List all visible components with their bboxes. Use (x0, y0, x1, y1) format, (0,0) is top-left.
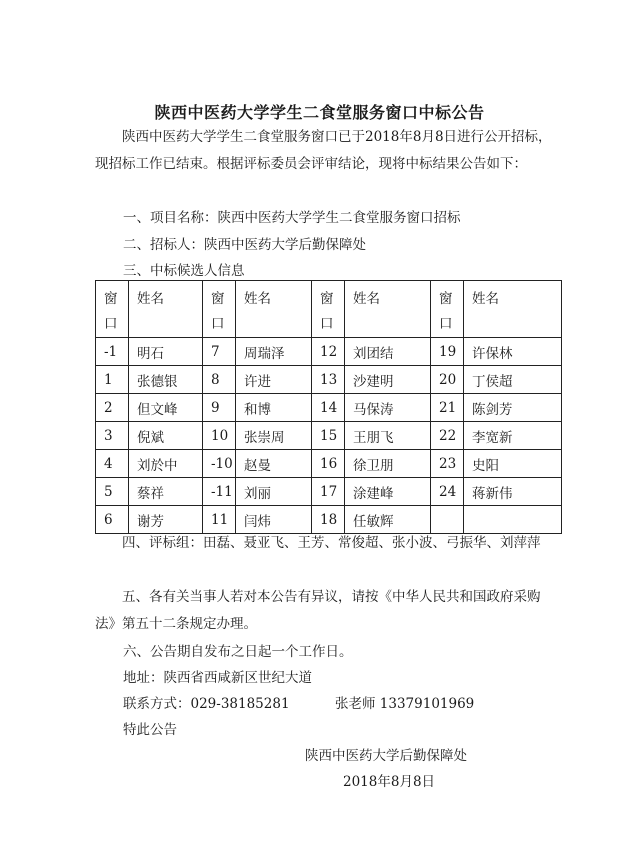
candidate-name-cell: 周瑞泽 (236, 338, 312, 366)
window-number-cell: 24 (431, 478, 464, 506)
window-number-cell: 18 (312, 506, 345, 534)
window-number-cell: -11 (203, 478, 236, 506)
table-row (96, 422, 562, 450)
candidate-name-cell: 许保林 (464, 338, 562, 366)
candidate-name-cell: 任敏辉 (345, 506, 431, 534)
window-number-cell: 5 (96, 478, 129, 506)
window-number-cell: 22 (431, 422, 464, 450)
header-window: 窗口 (312, 281, 345, 338)
candidate-name-cell: 徐卫朋 (345, 450, 431, 478)
objection-line: 五、各有关当事人若对本公告有异议，请按《中华人民共和国政府采购法》第五十二条规定办理。 (95, 589, 541, 632)
window-number-cell: 12 (312, 338, 345, 366)
candidate-name-cell: 谢芳 (129, 506, 203, 534)
window-number-cell: 10 (203, 422, 236, 450)
contact-line: 联系方式：029-38185281 (123, 696, 290, 712)
candidate-name-cell: 但文峰 (129, 394, 203, 422)
table-row (96, 450, 562, 478)
candidate-name-cell: 李宽新 (464, 422, 562, 450)
page-title: 陕西中医药大学学生二食堂服务窗口中标公告 (154, 103, 485, 122)
window-number-cell: 11 (203, 506, 236, 534)
evaluation-panel-line: 四、评标组：田磊、聂亚飞、王芳、常俊超、张小波、弓振华、刘萍萍 (122, 535, 541, 551)
intro-paragraph: 陕西中医药大学学生二食堂服务窗口已于2018年8月8日进行公开招标，现招标工作已结束。根据评标委员会评审结论，现将中标结果公告如下： (95, 129, 552, 172)
candidate-name-cell: 和博 (236, 394, 312, 422)
window-number-cell: 8 (203, 366, 236, 394)
table-row (96, 394, 562, 422)
candidates-heading: 三、中标候选人信息 (123, 263, 245, 279)
window-number-cell: 1 (96, 366, 129, 394)
window-number-cell: 23 (431, 450, 464, 478)
candidate-name-cell: 许进 (236, 366, 312, 394)
window-number-cell: 4 (96, 450, 129, 478)
project-name-line: 一、项目名称：陕西中医药大学学生二食堂服务窗口招标 (123, 210, 461, 226)
candidate-name-cell: 明石 (129, 338, 203, 366)
window-number-cell: 14 (312, 394, 345, 422)
window-number-cell: 19 (431, 338, 464, 366)
window-number-cell: 3 (96, 422, 129, 450)
window-number-cell: -1 (96, 338, 129, 366)
signature: 陕西中医药大学后勤保障处 (305, 748, 467, 764)
candidate-name-cell: 史阳 (464, 450, 562, 478)
window-number-cell: 13 (312, 366, 345, 394)
table-row (96, 338, 562, 366)
table-header-row (96, 281, 562, 338)
header-name: 姓名 (236, 281, 312, 338)
header-window: 窗口 (203, 281, 236, 338)
date: 2018年8月8日 (343, 774, 436, 790)
window-number-cell: 17 (312, 478, 345, 506)
candidate-name-cell: 闫炜 (236, 506, 312, 534)
candidate-name-cell: 张崇周 (236, 422, 312, 450)
window-number-cell: 9 (203, 394, 236, 422)
candidates-table (95, 280, 562, 534)
candidate-name-cell: 丁侯超 (464, 366, 562, 394)
table-row (96, 366, 562, 394)
candidate-name-cell: 刘於中 (129, 450, 203, 478)
window-number-cell: 6 (96, 506, 129, 534)
candidate-name-cell: 王朋飞 (345, 422, 431, 450)
candidate-name-cell: 张德银 (129, 366, 203, 394)
window-number-cell: -10 (203, 450, 236, 478)
address-line: 地址：陕西省西咸新区世纪大道 (123, 670, 312, 686)
header-name: 姓名 (464, 281, 562, 338)
candidate-name-cell: 涂建峰 (345, 478, 431, 506)
candidate-name-cell: 刘团结 (345, 338, 431, 366)
candidate-name-cell: 刘丽 (236, 478, 312, 506)
window-number-cell: 20 (431, 366, 464, 394)
header-window: 窗口 (431, 281, 464, 338)
window-number-cell: 16 (312, 450, 345, 478)
candidate-name-cell: 蔡祥 (129, 478, 203, 506)
table-row (96, 478, 562, 506)
candidate-name-cell: 陈剑芳 (464, 394, 562, 422)
announcement-period-line: 六、公告期自发布之日起一个工作日。 (123, 644, 353, 660)
candidate-name-cell: 倪斌 (129, 422, 203, 450)
candidate-name-cell: 蒋新伟 (464, 478, 562, 506)
window-number-cell: 2 (96, 394, 129, 422)
header-window: 窗口 (96, 281, 129, 338)
candidate-name-cell: 赵曼 (236, 450, 312, 478)
window-number-cell: 21 (431, 394, 464, 422)
candidate-name-cell: 马保涛 (345, 394, 431, 422)
tenderer-line: 二、招标人：陕西中医药大学后勤保障处 (123, 237, 366, 253)
window-number-cell: 15 (312, 422, 345, 450)
header-name: 姓名 (129, 281, 203, 338)
contact-person: 张老师 13379101969 (335, 696, 475, 712)
header-name: 姓名 (345, 281, 431, 338)
closing-line: 特此公告 (123, 722, 177, 738)
candidate-name-cell: 沙建明 (345, 366, 431, 394)
window-number-cell: 7 (203, 338, 236, 366)
